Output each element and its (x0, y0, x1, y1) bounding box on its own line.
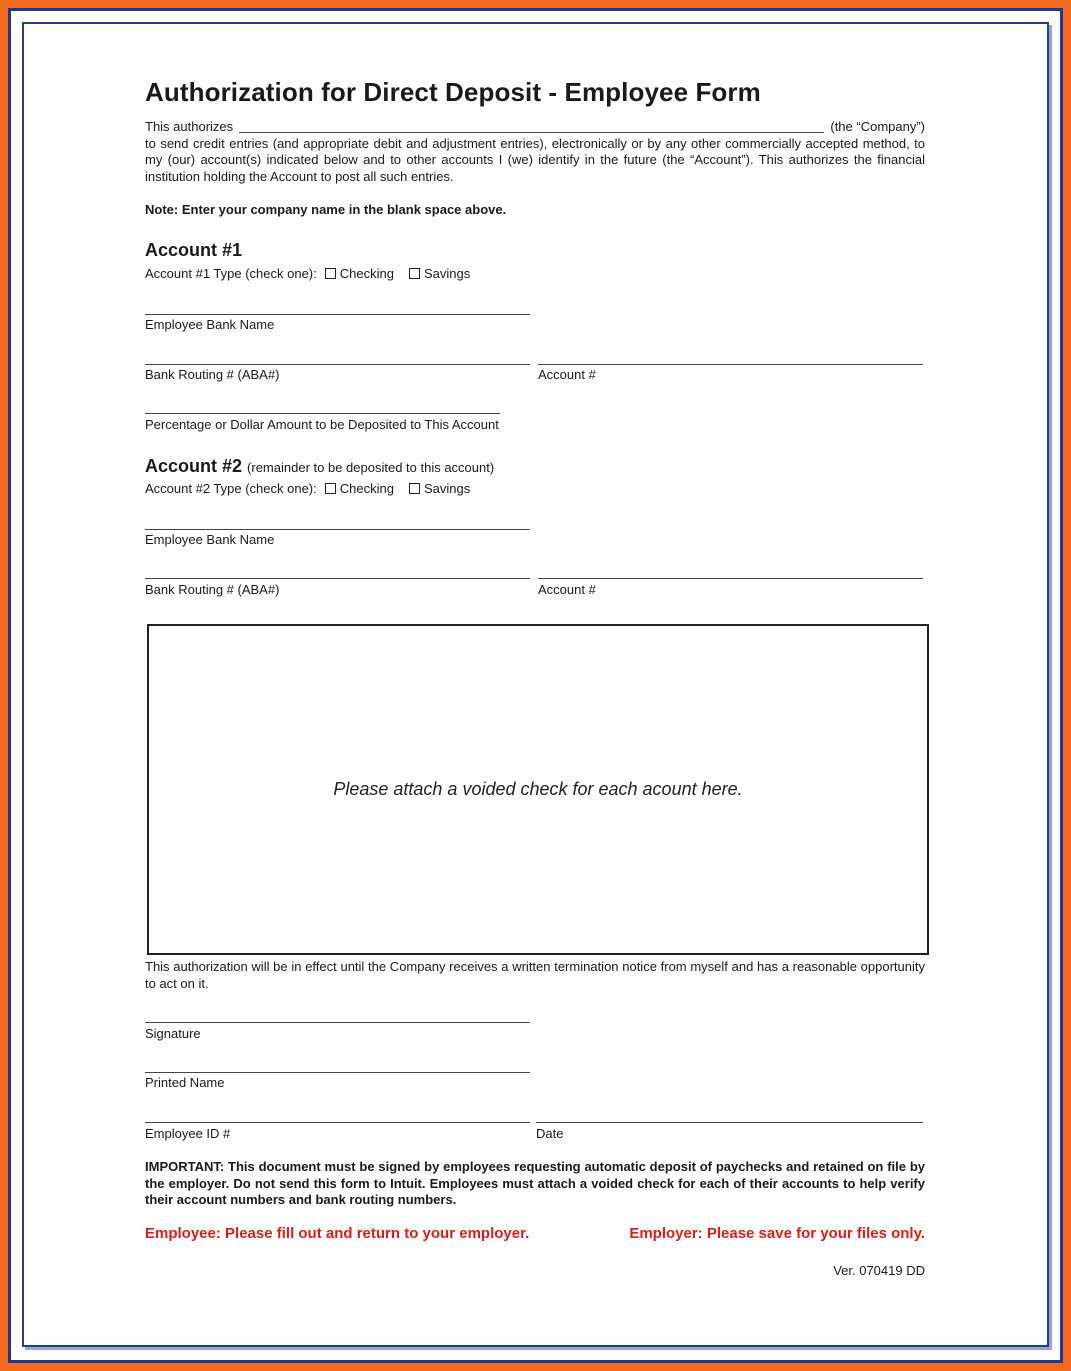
account1-checking-checkbox[interactable] (325, 268, 336, 279)
intro-body: to send credit entries (and appropriate debit and adjustment entries), electronically or by any other commercially accepted method, to my (our) account(s) indicated below and to other accounts I (we) identify in the future (the “Account”). This authorizes the financial institution holding the Account to post all such entries. (145, 135, 925, 184)
account1-type-label: Account #1 Type (check one): (145, 266, 317, 281)
account1-routing-field[interactable] (145, 364, 530, 365)
account1-savings-label: Savings (423, 266, 471, 281)
account1-checking-option[interactable] (325, 266, 394, 281)
printed-name-label: Printed Name (145, 1075, 225, 1090)
date-label: Date (536, 1126, 564, 1141)
intro-paragraph (145, 119, 925, 185)
account2-bank-name-field[interactable] (145, 529, 530, 530)
intro-company-suffix: (the “Company”) (830, 119, 925, 134)
date-field[interactable] (536, 1122, 923, 1123)
intro-lead: This authorizes (145, 119, 234, 134)
account2-savings-option[interactable] (409, 481, 470, 496)
signature-label: Signature (145, 1026, 201, 1041)
account1-savings-checkbox[interactable] (409, 268, 420, 279)
account2-type-label: Account #2 Type (check one): (145, 481, 317, 496)
account1-heading-text: Account #1 (145, 240, 243, 260)
account1-type-row (145, 266, 470, 281)
account1-checking-label: Checking (339, 266, 394, 281)
account1-bank-name-label: Employee Bank Name (145, 317, 275, 332)
account1-amount-label: Percentage or Dollar Amount to be Deposited to This Account (145, 417, 499, 432)
account2-heading-sub: (remainder to be deposited to this account) (247, 460, 495, 475)
voided-check-area (147, 624, 929, 955)
account2-heading (145, 456, 494, 477)
signature-field[interactable] (145, 1022, 530, 1023)
company-name-field[interactable] (239, 120, 824, 133)
account2-savings-checkbox[interactable] (409, 483, 420, 494)
form-title: Authorization for Direct Deposit - Employee Form (145, 77, 761, 107)
employee-id-label: Employee ID # (145, 1126, 231, 1141)
account2-type-row (145, 481, 470, 496)
account2-routing-label: Bank Routing # (ABA#) (145, 582, 280, 597)
employer-instruction: Employer: Please save for your files only. (629, 1225, 925, 1242)
account1-bank-name-field[interactable] (145, 314, 530, 315)
account2-checking-checkbox[interactable] (325, 483, 336, 494)
voided-check-text: Please attach a voided check for each acount here. (333, 779, 743, 799)
account1-routing-label: Bank Routing # (ABA#) (145, 367, 280, 382)
account2-account-label: Account # (538, 582, 596, 597)
employee-id-field[interactable] (145, 1122, 530, 1123)
account1-account-field[interactable] (538, 364, 923, 365)
account1-account-label: Account # (538, 367, 596, 382)
account1-heading (145, 240, 242, 261)
account1-amount-field[interactable] (145, 413, 500, 414)
account2-savings-label: Savings (423, 481, 471, 496)
account2-routing-field[interactable] (145, 578, 530, 579)
company-note: Note: Enter your company name in the blank space above. (145, 202, 507, 217)
version-label: Ver. 070419 DD (833, 1263, 925, 1278)
account2-checking-option[interactable] (325, 481, 394, 496)
important-notice: IMPORTANT: This document must be signed by employees requesting automatic deposit of paychecks and retained on file by the employer. Do not send this form to Intuit. Employees must attach a voided check for each of their accounts to help verify their account numbers and bank routing numbers. (145, 1159, 925, 1208)
account1-savings-option[interactable] (409, 266, 470, 281)
account2-account-field[interactable] (538, 578, 923, 579)
account2-checking-label: Checking (339, 481, 394, 496)
employee-instruction: Employee: Please fill out and return to your employer. (145, 1225, 530, 1242)
account2-heading-text: Account #2 (145, 456, 243, 476)
account2-bank-name-label: Employee Bank Name (145, 532, 275, 547)
effect-paragraph: This authorization will be in effect until the Company receives a written termination notice from myself and has a reasonable opportunity to act on it. (145, 959, 925, 991)
printed-name-field[interactable] (145, 1072, 530, 1073)
